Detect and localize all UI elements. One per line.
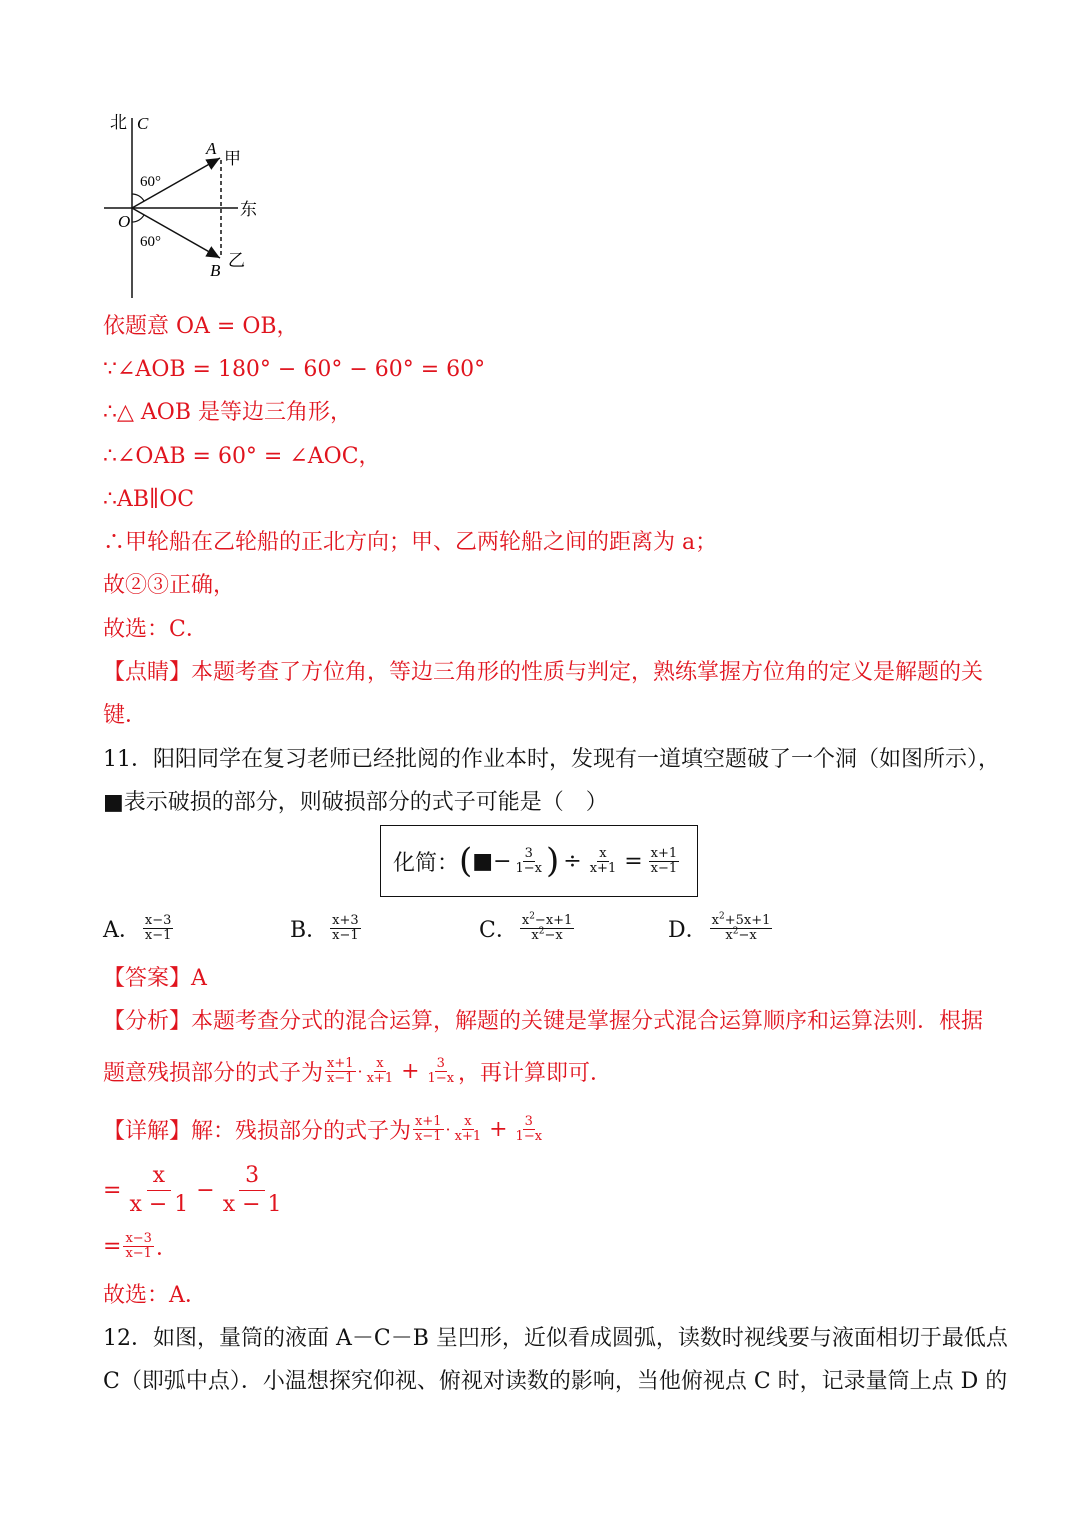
- comment-line-1: 【点睛】本题考查了方位角，等边三角形的性质与判定，熟练掌握方位角的定义是解题的关: [103, 660, 984, 685]
- direction-diagram: [100, 108, 280, 303]
- analysis-fraction-b: $\frac{x}{x+1}$: [366, 1055, 394, 1086]
- solution-line-8: 故选：C．: [103, 617, 208, 642]
- detail-step-1: = $\frac{x}{x - 1}$ − $\frac{3}{x - 1}$: [103, 1160, 290, 1220]
- detail-fraction-c: $\frac{3}{1-x}$: [515, 1113, 543, 1144]
- detail-step-2: = $\frac{x-3}{x-1}$ ．: [103, 1230, 178, 1261]
- analysis-fraction-a: $\frac{x+1}{x-1}$: [327, 1055, 354, 1086]
- solution-line-3: ∴△ AOB 是等边三角形，: [103, 400, 352, 425]
- step1-fraction-b: $\frac{3}{x - 1}$: [222, 1162, 282, 1217]
- label-east: 东: [240, 200, 257, 220]
- label-angle-top: 60°: [140, 174, 161, 190]
- option-d-fraction: $\frac{x^2+5x+1}{x^2-x}$: [711, 911, 771, 943]
- solution-line-4: ∴∠OAB = 60° = ∠AOC，: [103, 444, 381, 469]
- ray-ob: [132, 208, 220, 258]
- step1-fraction-a: $\frac{x}{x - 1}$: [129, 1162, 189, 1217]
- label-angle-bottom: 60°: [140, 234, 161, 250]
- box-fraction-2: $\frac{x}{x+1}$: [589, 845, 617, 876]
- option-b[interactable]: B． $\frac{x+3}{x-1}$: [290, 912, 359, 943]
- analysis-line-1: 【分析】本题考查分式的混合运算，解题的关键是掌握分式混合运算顺序和运算法则．根据: [103, 1009, 984, 1034]
- label-north: 北: [110, 113, 127, 133]
- option-c[interactable]: C． $\frac{x^2-x+1}{x^2-x}$: [479, 911, 573, 943]
- analysis-line-2: 题意残损部分的式子为 $\frac{x+1}{x-1}$ · $\frac{x}{x+1}$ + $\frac{3}{1-x}$ ，再计算即可．: [103, 1055, 613, 1086]
- option-b-fraction: $\frac{x+3}{x-1}$: [332, 912, 359, 943]
- label-b: B: [210, 261, 221, 280]
- label-a: A: [206, 139, 217, 158]
- box-fraction-3: $\frac{x+1}{x-1}$: [650, 845, 678, 876]
- box-fraction-1: $\frac{3}{1-x}$: [515, 845, 543, 876]
- solution-line-2: ∵∠AOB = 180° − 60° − 60° = 60°: [103, 357, 486, 382]
- comment-line-2: 键．: [103, 703, 148, 728]
- option-d[interactable]: D． $\frac{x^2+5x+1}{x^2-x}$: [668, 911, 771, 943]
- right-paren: ): [546, 841, 560, 881]
- solution-line-7: 故②③正确，: [103, 573, 236, 598]
- label-yi: 乙: [228, 251, 245, 271]
- angle-arc-bottom: [132, 215, 144, 222]
- solution-line-6: ∴甲轮船在乙轮船的正北方向；甲、乙两轮船之间的距离为 a；: [103, 530, 718, 555]
- damaged-block: ■−: [472, 848, 512, 874]
- question-11-line-1: 11．阳阳同学在复习老师已经批阅的作业本时，发现有一道填空题破了一个洞（如图所示），: [103, 747, 1000, 772]
- detail-line-1: 【详解】解：残损部分的式子为 $\frac{x+1}{x-1}$ · $\frac{x}{x+1}$ + $\frac{3}{1-x}$: [103, 1113, 543, 1144]
- question-12-line-2: C（即弧中点）．小温想探究仰视、俯视对读数的影响，当他俯视点 C 时，记录量筒上点 D 的: [103, 1369, 1008, 1394]
- solution-line-1: 依题意 OA = OB，: [103, 314, 299, 339]
- divide-sign: ÷: [563, 848, 582, 874]
- label-o: O: [118, 212, 131, 231]
- detail-fraction-b: $\frac{x}{x+1}$: [454, 1113, 482, 1144]
- damaged-formula-box: [380, 825, 698, 897]
- angle-arc-top: [132, 194, 144, 201]
- left-paren: (: [459, 841, 473, 881]
- solution-line-5: ∴AB∥OC: [103, 487, 195, 512]
- conclusion-line: 故选：A．: [103, 1283, 207, 1308]
- step2-fraction: $\frac{x-3}{x-1}$: [125, 1230, 152, 1261]
- question-11-line-2: ■表示破损的部分，则破损部分的式子可能是（ ）: [103, 790, 608, 815]
- box-label: 化简：: [393, 850, 460, 876]
- label-jia: 甲: [224, 149, 241, 169]
- option-c-fraction: $\frac{x^2-x+1}{x^2-x}$: [521, 911, 573, 943]
- analysis-fraction-c: $\frac{3}{1-x}$: [427, 1055, 455, 1086]
- question-12-line-1: 12．如图，量筒的液面 A－C－B 呈凹形，近似看成圆弧，读数时视线要与液面相切于最低点: [103, 1326, 1008, 1351]
- answer-label: 【答案】A: [103, 966, 207, 991]
- option-a-fraction: $\frac{x-3}{x-1}$: [144, 912, 172, 943]
- detail-fraction-a: $\frac{x+1}{x-1}$: [415, 1113, 442, 1144]
- option-a[interactable]: A． $\frac{x-3}{x-1}$: [103, 912, 172, 943]
- label-c: C: [137, 114, 149, 133]
- equals-sign: =: [624, 848, 643, 874]
